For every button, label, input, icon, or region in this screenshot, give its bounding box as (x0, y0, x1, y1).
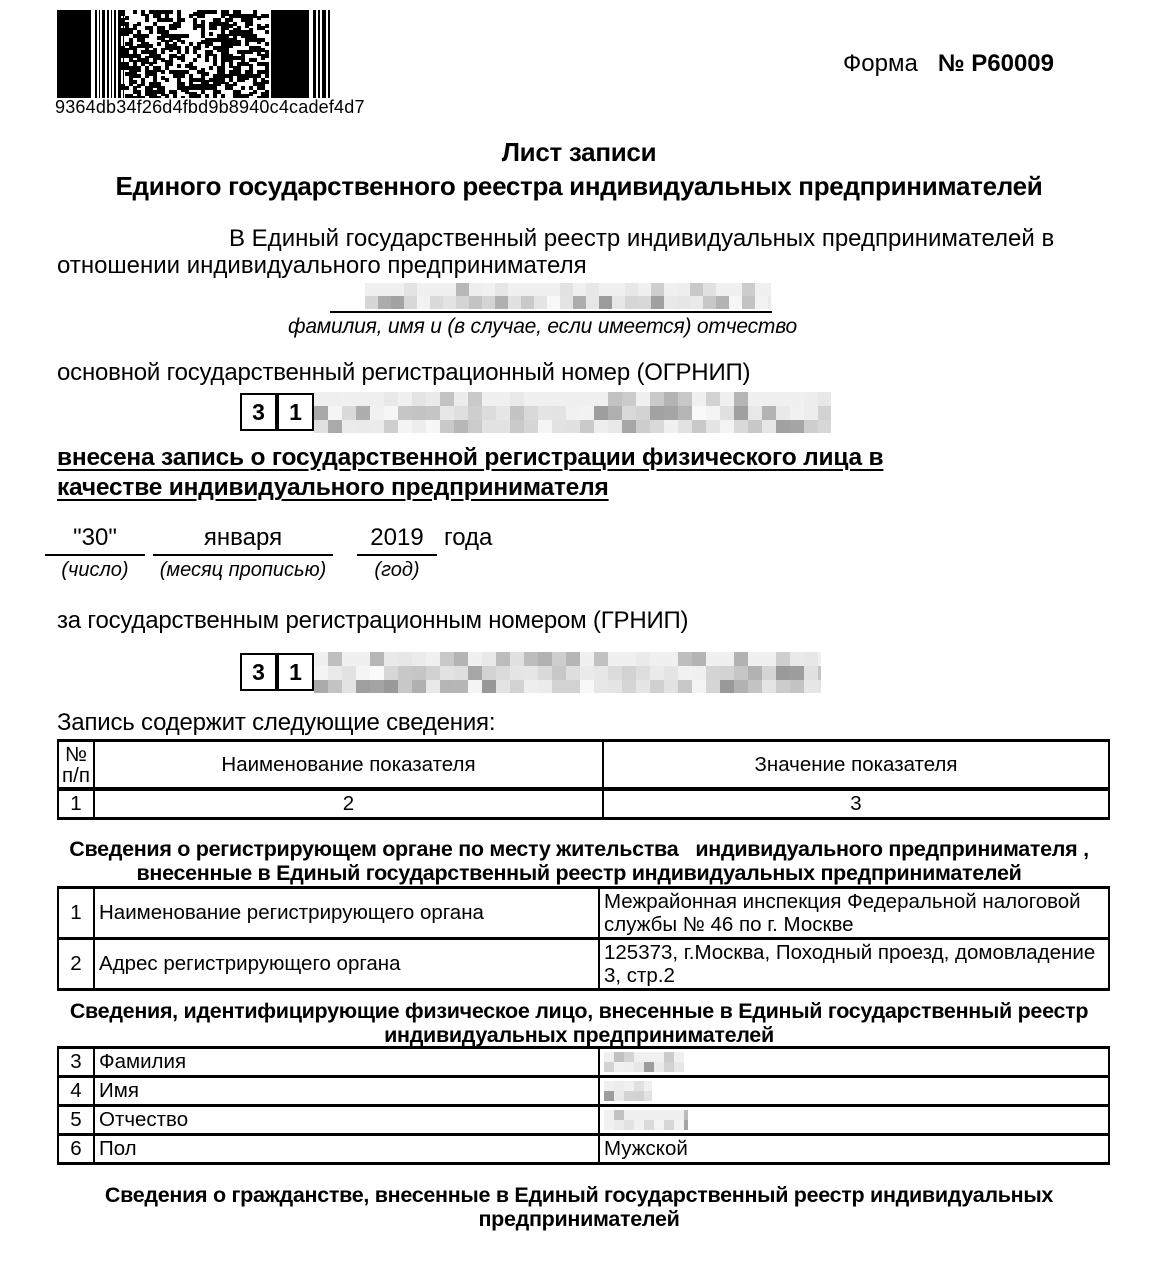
form-label: Форма (843, 50, 918, 77)
intro-line-2: отношении индивидуального предпринимателя (57, 252, 587, 279)
col-number-2: 2 (94, 789, 603, 819)
section-title-citizenship-line1: Сведения о гражданстве, внесенные в Единый государственный реестр индивидуальных (104, 1183, 1054, 1207)
date-year-caption: (год) (374, 559, 420, 581)
table-row (58, 1077, 1109, 1106)
col-number-1: 1 (58, 789, 94, 819)
section-title-person-line2: индивидуальных предпринимателей (384, 1023, 774, 1047)
grnip-label: за государственным регистрационным номером (ГРНИП) (57, 607, 689, 634)
table-row (58, 888, 1109, 939)
ogrnip-digit-1: 3 (240, 393, 277, 431)
barcode-text: 9364db34f26d4fbd9b8940c4cadef4d7 (55, 97, 365, 117)
table-row (58, 1048, 1109, 1077)
redacted-ogrnip-digits (314, 392, 831, 433)
section-title-authority-line2: внесенные в Единый государственный реестр индивидуальных предпринимателей (136, 861, 1022, 885)
registration-statement-line-2: качестве индивидуального предпринимателя (57, 474, 609, 501)
barcode-image (57, 10, 330, 98)
row-num: 6 (58, 1135, 94, 1164)
row-value: Мужской (599, 1135, 1109, 1164)
redacted-grnip-digits (314, 652, 821, 693)
row-value: Межрайонная инспекция Федеральной налоговой службы № 46 по г. Москве (599, 888, 1109, 939)
date-month: января (153, 524, 333, 556)
col-header-num: № п/п (58, 741, 94, 790)
row-name: Имя (94, 1077, 599, 1106)
document-subtitle: Единого государственного реестра индивидуальных предпринимателей (115, 171, 1043, 201)
redacted-surname (604, 1052, 684, 1072)
date-day: "30" (45, 524, 145, 556)
row-value: 125373, г.Москва, Походный проезд, домовладение 3, стр.2 (599, 939, 1109, 990)
redacted-entrepreneur-name (365, 283, 771, 309)
date-year: 2019 (357, 524, 437, 556)
row-num: 3 (58, 1048, 94, 1077)
col-header-indicator-name: Наименование показателя (94, 741, 603, 790)
row-num: 4 (58, 1077, 94, 1106)
indicators-header-table (57, 739, 1110, 820)
form-number (843, 50, 1054, 78)
ogrnip-digit-2: 1 (277, 393, 314, 431)
registering-authority-table (57, 886, 1110, 991)
grnip-digit-2: 1 (277, 653, 314, 691)
section-title-person (69, 999, 1089, 1047)
row-num: 5 (58, 1106, 94, 1135)
redacted-firstname (604, 1081, 652, 1101)
section-title-citizenship-line2: предпринимателей (478, 1207, 680, 1231)
row-name: Пол (94, 1135, 599, 1164)
table-row (58, 939, 1109, 990)
date-month-caption: (месяц прописью) (159, 559, 327, 581)
entrepreneur-name-field (330, 279, 772, 313)
row-num: 1 (58, 888, 94, 939)
name-field-caption: фамилия, имя и (в случае, если имеется) отчество (287, 315, 797, 338)
date-day-caption: (число) (61, 559, 129, 581)
intro-paragraph (57, 225, 1107, 279)
row-num: 2 (58, 939, 94, 990)
row-name: Наименование регистрирующего органа (94, 888, 599, 939)
redacted-patronymic (604, 1110, 688, 1130)
date-year-suffix: года (444, 524, 493, 551)
section-title-authority (69, 837, 1089, 885)
person-identification-table (57, 1046, 1110, 1165)
form-number-value: № Р60009 (937, 50, 1054, 77)
row-name: Отчество (94, 1106, 599, 1135)
ogrnip-label: основной государственный регистрационный номер (ОГРНИП) (57, 359, 751, 386)
section-title-citizenship (69, 1183, 1089, 1231)
table-row (58, 1135, 1109, 1164)
col-header-indicator-value: Значение показателя (603, 741, 1109, 790)
record-contents-label: Запись содержит следующие сведения: (57, 709, 496, 736)
grnip-digit-1: 3 (240, 653, 277, 691)
document-title: Лист записи (501, 137, 657, 167)
col-number-3: 3 (603, 789, 1109, 819)
row-name: Адрес регистрирующего органа (94, 939, 599, 990)
table-row (58, 1106, 1109, 1135)
row-name: Фамилия (94, 1048, 599, 1077)
registration-statement-line-1: внесена запись о государственной регистрации физического лица в (57, 444, 884, 471)
intro-line-1: В Единый государственный реестр индивидуальных предпринимателей в (229, 225, 1055, 252)
registration-statement (57, 443, 977, 503)
section-title-person-line1: Сведения, идентифицирующие физическое лицо, внесенные в Единый государственный реестр (69, 999, 1089, 1023)
section-title-authority-line1: Сведения о регистрирующем органе по месту жительства индивидуального предпринимателя , (69, 837, 1089, 861)
